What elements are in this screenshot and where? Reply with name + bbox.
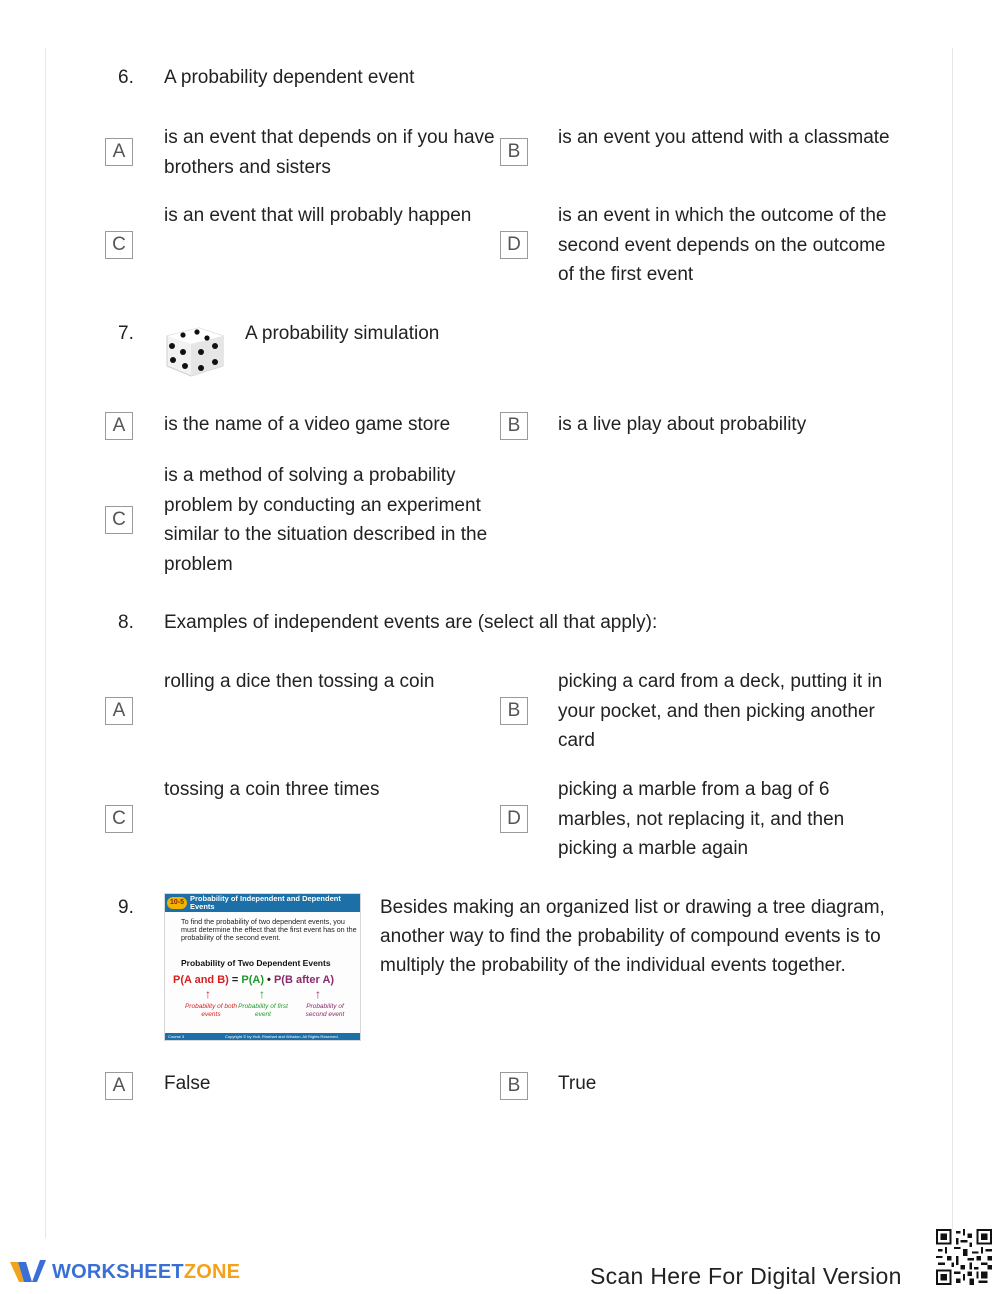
- option-a-checkbox[interactable]: A: [105, 412, 133, 440]
- slide-badge: 10-5: [167, 897, 187, 909]
- question-number: 8.: [118, 612, 134, 633]
- slide-body-text: To find the probability of two dependent events, you must determine the effect that the first event has on the probability of the second event.: [181, 917, 357, 942]
- question-prompt: Besides making an organized list or drawing a tree diagram, another way to find the probability of compound events is to multiply the probability of the individual events together.: [380, 897, 885, 976]
- slide-subtitle: Probability of Two Dependent Events: [181, 958, 331, 968]
- option-b-text: picking a card from a deck, putting it in your pocket, and then picking another card: [558, 671, 883, 751]
- question-prompt: Examples of independent events are (select all that apply):: [164, 612, 658, 633]
- question-prompt: A probability dependent event: [164, 67, 415, 88]
- left-margin-rule: [45, 48, 46, 1238]
- option-c-checkbox[interactable]: C: [105, 506, 133, 534]
- option-c-text: tossing a coin three times: [164, 779, 380, 800]
- option-c-checkbox[interactable]: C: [105, 231, 133, 259]
- formula-equals: =: [231, 974, 239, 986]
- option-d-checkbox[interactable]: D: [500, 231, 528, 259]
- option-d-text: is an event in which the outcome of the second event depends on the outcome of the first event: [558, 205, 887, 285]
- option-c-checkbox[interactable]: C: [105, 805, 133, 833]
- option-a-text: is the name of a video game store: [164, 414, 451, 435]
- option-a-checkbox[interactable]: A: [105, 138, 133, 166]
- arrow-up-icon: ↑: [259, 987, 265, 1001]
- arrow-up-icon: ↑: [205, 987, 211, 1001]
- qr-code-icon[interactable]: [936, 1229, 992, 1285]
- formula-second: P(B after A): [273, 974, 335, 986]
- formula-joint: P(A and B): [173, 974, 229, 986]
- option-a-checkbox[interactable]: A: [105, 697, 133, 725]
- question-number: 6.: [118, 67, 134, 88]
- caption-first-event: Probability of first event: [238, 1003, 288, 1018]
- die-icon: [163, 322, 225, 378]
- slide-formula: [173, 974, 334, 986]
- logo-text-zone: ZONE: [183, 1260, 241, 1283]
- logo-text-worksheet: WORKSHEET: [52, 1260, 184, 1283]
- slide-footer: [165, 1033, 360, 1040]
- option-a-text: False: [164, 1073, 211, 1094]
- option-b-text: True: [558, 1073, 597, 1094]
- option-c-text: is an event that will probably happen: [164, 205, 472, 226]
- option-b-checkbox[interactable]: B: [500, 1072, 528, 1100]
- slide-title: Probability of Independent and Dependent Events: [190, 894, 341, 911]
- arrow-up-icon: ↑: [315, 987, 321, 1001]
- option-b-checkbox[interactable]: B: [500, 138, 528, 166]
- slide-header: [165, 894, 360, 912]
- question-number: 7.: [118, 323, 134, 344]
- option-d-text: picking a marble from a bag of 6 marbles, not replacing it, and then picking a marble again: [558, 779, 845, 859]
- slide-footer-course: Course 3: [168, 1034, 185, 1039]
- option-c-text: is a method of solving a probability problem by conducting an experiment similar to the situation described in the problem: [164, 465, 488, 575]
- formula-dot: •: [267, 974, 271, 986]
- option-a-text: is an event that depends on if you have brothers and sisters: [164, 127, 495, 178]
- option-a-text: rolling a dice then tossing a coin: [164, 671, 435, 692]
- option-b-text: is a live play about probability: [558, 414, 807, 435]
- scan-text: Scan Here For Digital Version: [590, 1263, 902, 1289]
- caption-both-events: Probability of both events: [184, 1003, 238, 1018]
- caption-second-event: Probability of second event: [305, 1003, 345, 1018]
- question-number: 9.: [118, 897, 134, 918]
- probability-slide-image: [164, 893, 361, 1041]
- slide-footer-copyright: Copyright © by Holt, Rinehart and Winston. All Rights Reserved.: [225, 1034, 339, 1039]
- question-prompt: A probability simulation: [245, 323, 440, 344]
- option-b-text: is an event you attend with a classmate: [558, 127, 890, 148]
- option-b-checkbox[interactable]: B: [500, 412, 528, 440]
- option-b-checkbox[interactable]: B: [500, 697, 528, 725]
- logo-w-icon: [10, 1258, 46, 1286]
- option-a-checkbox[interactable]: A: [105, 1072, 133, 1100]
- worksheet-zone-logo: [10, 1258, 240, 1286]
- formula-first: P(A): [241, 974, 264, 986]
- right-margin-rule: [952, 48, 953, 1238]
- option-d-checkbox[interactable]: D: [500, 805, 528, 833]
